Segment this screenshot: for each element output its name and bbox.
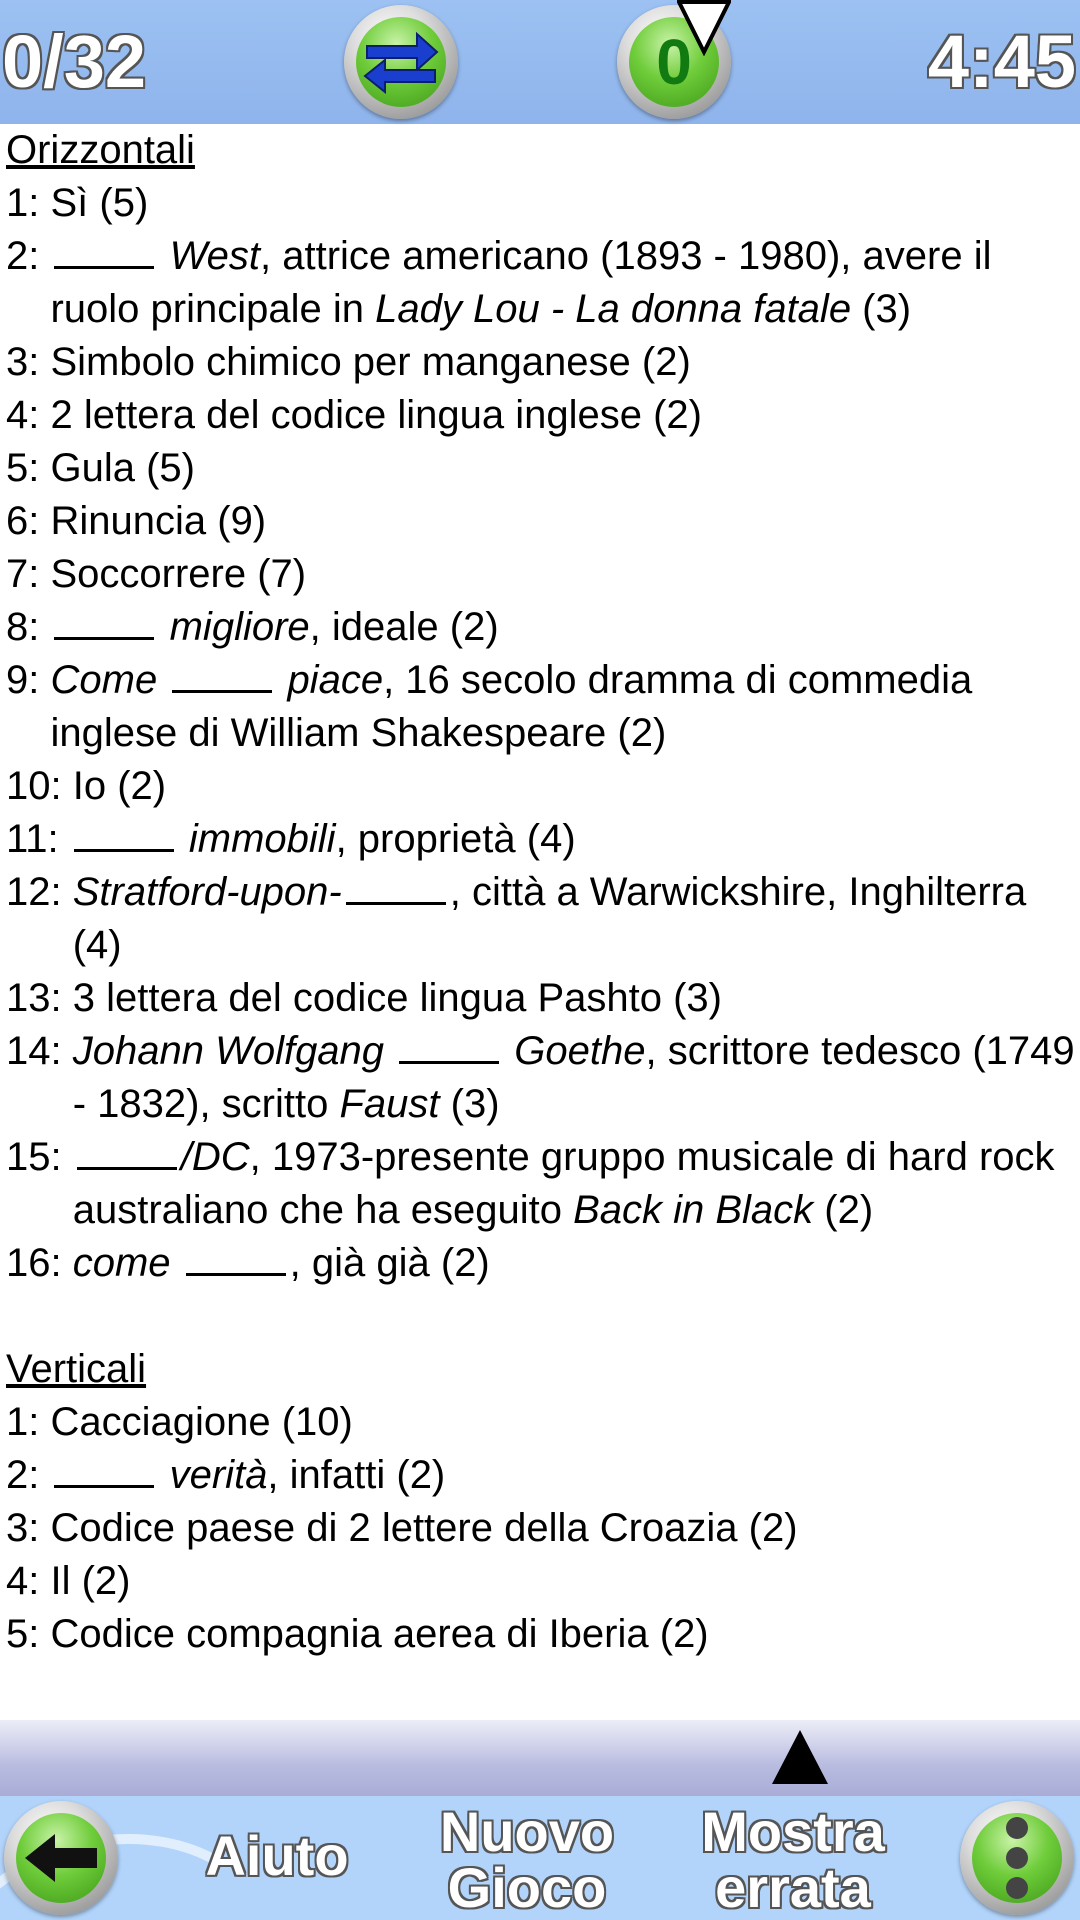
across-clue-8[interactable] — [6, 601, 1080, 654]
clue-number: 12: — [6, 870, 73, 914]
clue-text: Cacciagione (10) — [50, 1400, 353, 1444]
timer: 4:45 — [927, 20, 1076, 103]
clue-panel-handle[interactable] — [0, 1720, 1080, 1796]
clue-number: 4: — [6, 393, 51, 437]
clue-number: 16: — [6, 1241, 73, 1285]
clue-number: 7: — [6, 552, 51, 596]
clue-number: 10: — [6, 764, 73, 808]
show-wrong-line1: Mostra — [701, 1800, 885, 1863]
bottom-bar — [0, 1796, 1080, 1920]
clue-text: Codice compagnia aerea di Iberia (2) — [50, 1612, 709, 1656]
answer-blank — [399, 1027, 499, 1064]
clue-number: 9: — [6, 658, 51, 702]
clue-text: West, attrice americano (1893 - 1980), avere il ruolo principale in Lady Lou - La donna fatale (3) — [50, 234, 992, 331]
across-clue-9[interactable] — [6, 654, 1080, 760]
clue-text: Johann Wolfgang Goethe, scrittore tedesco (1749 - 1832), scritto Faust (3) — [72, 1029, 1075, 1126]
across-clue-16[interactable] — [6, 1237, 1080, 1290]
vertical-dots-icon — [1006, 1813, 1028, 1903]
clue-number: 15: — [6, 1135, 73, 1179]
across-clue-12[interactable] — [6, 866, 1080, 972]
across-clue-5[interactable] — [6, 442, 1080, 495]
across-clue-7[interactable] — [6, 548, 1080, 601]
counter-value: 0 — [656, 26, 692, 98]
answer-blank — [346, 868, 446, 905]
across-clue-13[interactable] — [6, 972, 1080, 1025]
menu-button[interactable] — [960, 1801, 1074, 1915]
clue-number: 11: — [6, 817, 70, 861]
down-clue-1[interactable] — [6, 1396, 1080, 1449]
clue-number: 5: — [6, 1612, 51, 1656]
answer-blank — [54, 1451, 154, 1488]
clue-number: 5: — [6, 446, 51, 490]
down-clues — [6, 1396, 1080, 1661]
across-clue-10[interactable] — [6, 760, 1080, 813]
answer-blank — [54, 603, 154, 640]
clue-text: Soccorrere (7) — [50, 552, 307, 596]
clue-text: Il (2) — [50, 1559, 131, 1603]
clue-text: verità, infatti (2) — [50, 1449, 1080, 1502]
across-clue-1[interactable] — [6, 177, 1080, 230]
across-clue-6[interactable] — [6, 495, 1080, 548]
help-button[interactable]: Aiuto — [205, 1824, 349, 1887]
show-wrong-button[interactable] — [686, 1800, 900, 1919]
answer-blank — [77, 1133, 177, 1170]
clue-list[interactable] — [6, 124, 1080, 1720]
clue-number: 6: — [6, 499, 51, 543]
clue-text: Rinuncia (9) — [50, 499, 267, 543]
clue-number: 8: — [6, 605, 51, 649]
answer-blank — [172, 656, 272, 693]
answer-blank — [54, 232, 154, 269]
across-clue-3[interactable] — [6, 336, 1080, 389]
clue-text: Codice paese di 2 lettere della Croazia (2) — [50, 1506, 798, 1550]
clue-number: 3: — [6, 1506, 51, 1550]
show-wrong-line2: errata — [715, 1856, 871, 1919]
clue-number: 14: — [6, 1029, 73, 1073]
across-clues — [6, 177, 1080, 1290]
clue-number: 2: — [6, 1453, 51, 1497]
down-heading: Verticali — [6, 1347, 147, 1391]
clue-number: 1: — [6, 181, 51, 225]
clue-text: migliore, ideale (2) — [50, 601, 1080, 654]
score-counter: 0/32 — [2, 20, 147, 103]
across-heading: Orizzontali — [6, 128, 195, 172]
clue-text: Io (2) — [72, 764, 167, 808]
clue-text: come , già già (2) — [72, 1241, 490, 1285]
swap-arrows-icon — [361, 30, 441, 94]
clue-text: 3 lettera del codice lingua Pashto (3) — [72, 976, 722, 1020]
back-arrow-icon — [21, 1828, 101, 1888]
across-clue-11[interactable] — [6, 813, 1080, 866]
down-clue-5[interactable] — [6, 1608, 1080, 1661]
down-clue-4[interactable] — [6, 1555, 1080, 1608]
clue-number: 3: — [6, 340, 51, 384]
across-clue-4[interactable] — [6, 389, 1080, 442]
triangle-up-icon[interactable] — [770, 1728, 830, 1786]
swap-direction-button[interactable] — [344, 5, 458, 119]
answer-blank — [186, 1239, 286, 1276]
clue-number: 1: — [6, 1400, 51, 1444]
back-button[interactable] — [4, 1801, 118, 1915]
clue-text: Simbolo chimico per manganese (2) — [50, 340, 691, 384]
clue-text: Come piace, 16 secolo dramma di commedia inglese di William Shakespeare (2) — [50, 658, 973, 755]
across-clue-14[interactable] — [6, 1025, 1080, 1131]
across-clue-15[interactable] — [6, 1131, 1080, 1237]
clue-text: /DC, 1973-presente gruppo musicale di hard rock australiano che ha eseguito Back in Black (2) — [72, 1135, 1055, 1232]
clue-text: 2 lettera del codice lingua inglese (2) — [50, 393, 702, 437]
new-game-button[interactable] — [420, 1800, 634, 1919]
down-clue-2[interactable] — [6, 1449, 1080, 1502]
clue-text: Gula (5) — [50, 446, 195, 490]
new-game-line2: Gioco — [447, 1856, 607, 1919]
clue-number: 13: — [6, 976, 73, 1020]
new-game-line1: Nuovo — [439, 1800, 615, 1863]
triangle-down-icon[interactable] — [677, 0, 731, 56]
clue-text: Sì (5) — [50, 181, 149, 225]
clue-text: immobili, proprietà (4) — [70, 813, 1080, 866]
answer-blank — [74, 815, 174, 852]
clue-text: Stratford-upon- , città a Warwickshire, Inghilterra (4) — [72, 870, 1027, 967]
across-clue-2[interactable] — [6, 230, 1080, 336]
clue-number: 2: — [6, 234, 51, 278]
top-bar — [0, 0, 1080, 124]
clue-number: 4: — [6, 1559, 51, 1603]
down-clue-3[interactable] — [6, 1502, 1080, 1555]
